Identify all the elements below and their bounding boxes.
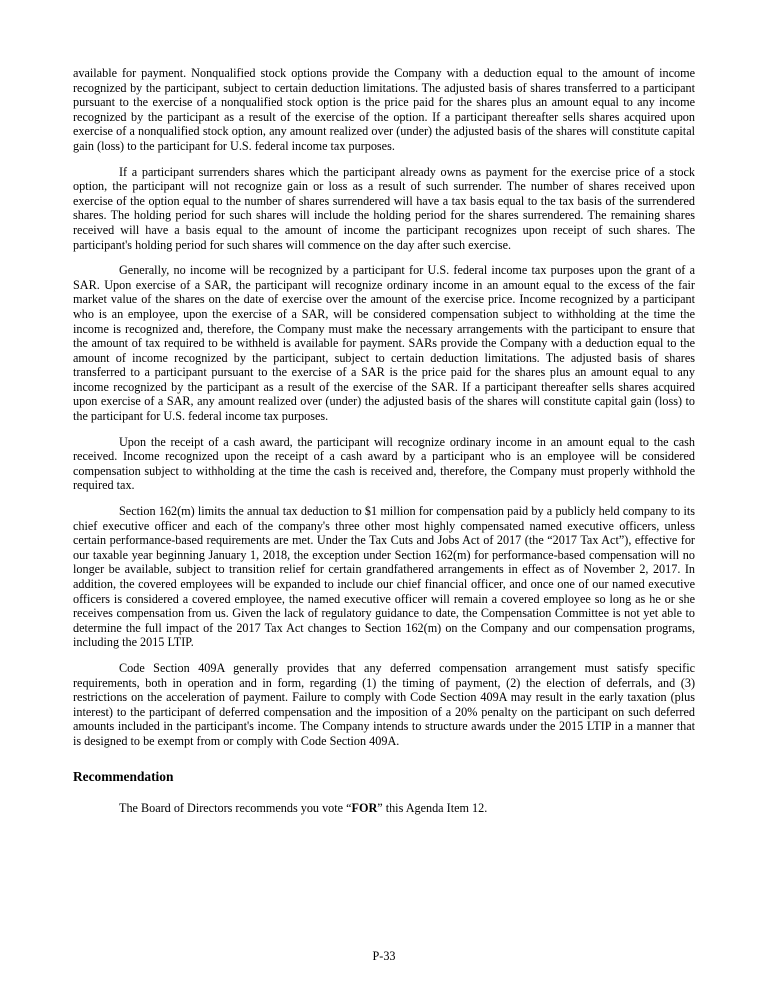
paragraph-nonqualified-option-deduction: available for payment. Nonqualified stock options provide the Company with a deduction equal to the amount of income recognized by the participant, subject to certain deduction limitations. The adjusted basis of shares transferred to a participant pursuant to the exercise of a nonqualified stock option is the price paid for the shares plus an amount equal to any income recognized by the participant as a result of the exercise of the option. If a participant thereafter sells shares acquired upon exercise of a nonqualified stock option, any amount realized over (under) the adjusted basis of the shares will constitute capital gain (loss) to the participant for U.S. federal income tax purposes. <box>73 66 695 153</box>
paragraph-share-surrender: If a participant surrenders shares which the participant already owns as payment for the exercise price of a stock option, the participant will not recognize gain or loss as a result of such surrender. The number of shares received upon exercise of the option equal to the number of shares surrendered will have a tax basis equal to the tax basis of the surrendered shares. The holding period for such shares will include the holding period for the shares surrendered. The remaining shares received will have a basis equal to the amount of income the participant recognizes upon receipt of such shares. The participant's holding period for such shares will commence on the day after such exercise. <box>73 164 695 252</box>
recommendation-prefix: The Board of Directors recommends you vote “ <box>119 801 352 816</box>
recommendation-text <box>73 801 695 816</box>
recommendation-heading: Recommendation <box>73 768 174 784</box>
recommendation-bold-for: FOR <box>351 801 378 816</box>
page-number: P-33 <box>372 949 396 964</box>
recommendation-suffix: ” this Agenda Item 12. <box>377 801 488 816</box>
paragraph-cash-award: Upon the receipt of a cash award, the participant will recognize ordinary income in an amount equal to the cash received. Income recognized upon the receipt of a cash award by a participant who is an employee will be considered compensation subject to withholding at the time the cash is received and, therefore, the Company must properly withhold the required tax. <box>73 434 695 493</box>
paragraph-section-409a: Code Section 409A generally provides that any deferred compensation arrangement must satisfy specific requirements, both in operation and in form, regarding (1) the timing of payment, (2) the election of deferrals, and (3) restrictions on the acceleration of payment. Failure to comply with Code Section 409A may result in the early taxation (plus interest) to the participant of deferred compensation and the imposition of a 20% penalty on the participant on such deferred amounts included in the participant's income. The Company intends to structure awards under the 2015 LTIP in a manner that is designed to be exempt from or comply with Code Section 409A. <box>73 660 695 748</box>
paragraph-sar-taxation: Generally, no income will be recognized by a participant for U.S. federal income tax purposes upon the grant of a SAR. Upon exercise of a SAR, the participant will recognize ordinary income in an amount equal to the excess of the fair market value of the shares on the date of exercise over the amount of the exercise price. Income recognized by a participant who is an employee, upon the exercise of a SAR, will be considered compensation subject to withholding at the time the income is recognized and, therefore, the Company must make the necessary arrangements with the participant to ensure that the amount of tax required to be withheld is available for payment. SARs provide the Company with a deduction equal to the amount of income recognized by the participant, subject to certain deduction limitations. The adjusted basis of shares transferred to a participant pursuant to the exercise of a SAR is the price paid for the shares plus an amount equal to any income recognized by the participant as a result of the exercise of the SAR. If a participant thereafter sells shares acquired upon exercise of a SAR, any amount realized over (under) the adjusted basis of the shares will constitute capital gain (loss) to the participant for U.S. federal income tax purposes. <box>73 263 695 424</box>
paragraph-section-162m: Section 162(m) limits the annual tax deduction to $1 million for compensation paid by a publicly held company to its chief executive officer and each of the company's three other most highly compensated named executive officers, unless certain performance-based requirements are met. Under the Tax Cuts and Jobs Act of 2017 (the “2017 Tax Act”), effective for our taxable year beginning January 1, 2018, the exception under Section 162(m) for performance-based compensation will no longer be available, subject to transition relief for certain grandfathered arrangements in effect as of November 2, 2017. In addition, the covered employees will be expanded to include our chief financial officer, and once one of our named executive officers is considered a covered employee, the named executive officer will remain a covered employee so long as he or she receives compensation from us. Given the lack of regulatory guidance to date, the Compensation Committee is not yet able to determine the full impact of the 2017 Tax Act changes to Section 162(m) on the Company and our compensation programs, including the 2015 LTIP. <box>73 504 695 650</box>
